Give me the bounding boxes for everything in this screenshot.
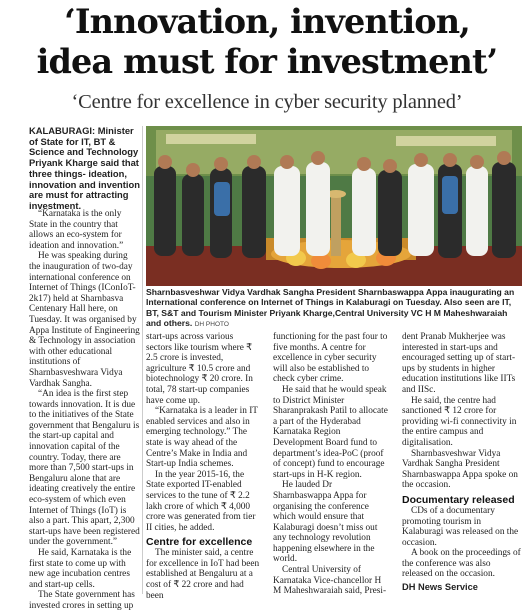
column-divider bbox=[142, 126, 143, 594]
paragraph: A book on the proceedings of the conference was also released on the occasion. bbox=[402, 548, 521, 580]
paragraph: The minister said, a centre for excellence in IoT had been established at Bengaluru at a cost of ₹ 22 crore and had been bbox=[146, 548, 260, 601]
headline bbox=[12, 2, 522, 82]
headline-line-2: idea must for investment’ bbox=[36, 42, 498, 81]
paragraph: In the year 2015-16, the State exported IT-enabled services to the tune of ₹ 2.2 lakh crore of which ₹ 4,000 crore was generated from tier II cities, he added. bbox=[146, 469, 256, 533]
subheading: Centre for excellence bbox=[146, 536, 253, 549]
photo-caption bbox=[146, 287, 522, 331]
subheading: Documentary released bbox=[402, 493, 515, 506]
strapline: ‘Centre for excellence in cyber security planned’ bbox=[71, 91, 463, 113]
paragraph: The State government has invested crores in setting up bbox=[29, 590, 135, 611]
column-2 bbox=[146, 332, 260, 601]
column-1 bbox=[29, 209, 141, 612]
paragraph: He said that he would speak to District Minister Sharanprakash Patil to allocate a part of the Hyderabad Karnataka Region Development Board fund to department’s idea-PoC (proof of concept) fund to encourage start-ups in H-K region. bbox=[273, 384, 388, 480]
paragraph: “Karnataka is a leader in IT enabled services and also in emerging technology.” The state is way ahead of the Centre’s Make in India and Start-up India schemes. bbox=[146, 406, 258, 470]
paragraph: “Karnataka is the only State in the country that allows an eco-system for ideation and innovation.” bbox=[29, 209, 124, 251]
lead-text: Minister of State for IT, BT & Science and Technology Priyank Kharge said that three things- ideation, innovation and invention are must for attracting investment. bbox=[29, 125, 140, 211]
paragraph: start-ups across various sectors like tourism where ₹ 2.5 crore is invested, agriculture ₹ 10.5 crore and biotechnology ₹ 20 crore. In total, 78 start-up companies have come up. bbox=[146, 332, 253, 406]
column-3 bbox=[273, 332, 390, 597]
dateline: KALABURAGI: bbox=[29, 125, 96, 136]
caption-text: Sharnbasveshwar Vidya Vardhak Sangha President Sharnbaswappa Appa inaugurating an International conference on Internet of Things in Kalaburagi on Tuesday. Also seen are IT, BT, S&T and Tourism Minister Priyank Kharge,Central University VC H M Maheshwaraiah and others. bbox=[146, 287, 515, 329]
paragraph: He said, Karnataka is the first state to come up with new age incubation centres and start-up cells. bbox=[29, 548, 132, 590]
paragraph: Central University of Karnataka Vice-chancellor H M Maheshwaraiah said, Presi- bbox=[273, 565, 387, 597]
lead-paragraph bbox=[29, 126, 141, 212]
paragraph: CDs of a documentary promoting tourism in Kalaburagi was released on the occasion. bbox=[402, 505, 519, 548]
column-4 bbox=[402, 332, 522, 593]
paragraph: He said, the centre had sanctioned ₹ 12 crore for providing wi-fi connectivity in the entire campus and digitalisation. bbox=[402, 395, 517, 448]
news-credit: DH News Service bbox=[402, 582, 478, 593]
paragraph: He lauded Dr Sharnbaswappa Appa for organising the conference which would ensure that Kalaburagi doesn’t miss out any technology revolution happening elsewhere in the world. bbox=[273, 480, 378, 565]
paragraph: Sharnbasveshwar Vidya Vardhak Sangha President Sharnbaswappa Appa spoke on the occasion. bbox=[402, 448, 518, 491]
photo-credit: DH PHOTO bbox=[194, 321, 229, 329]
paragraph: dent Pranab Mukherjee was interested in start-ups and encouraged setting up of start-ups by students in higher education institutions like IITs and IISc. bbox=[402, 332, 516, 395]
news-photo bbox=[146, 126, 522, 286]
paragraph: He was speaking during the inauguration of two-day international conference on Internet of Things (IConIoT-2k17) held at Sharnbasva Centenary Hall here, on Tuesday. It was organised by Appa Institute of Engineering & Technology in association with other educational institutions of Sharnbasveshwara Vidya Vardhak Sangha. bbox=[29, 251, 140, 389]
paragraph: “An idea is the first step towards innovation. It is due to the initiatives of the State government that Bengaluru is the start-up capital and innovation capital of the country. Today, there are more than 7,500 start-ups in Bengaluru alone that are ideating creatively the entire eco-system of which even Internet of Things (IoT) is also a part. This apart, 2,300 start-ups have been registered under the government.” bbox=[29, 389, 140, 548]
paragraph: functioning for the past four to five months. A centre for excellence in cyber security will also be established to check cyber crime. bbox=[273, 332, 388, 385]
headline-line-1: ‘Innovation, invention, bbox=[64, 2, 470, 41]
